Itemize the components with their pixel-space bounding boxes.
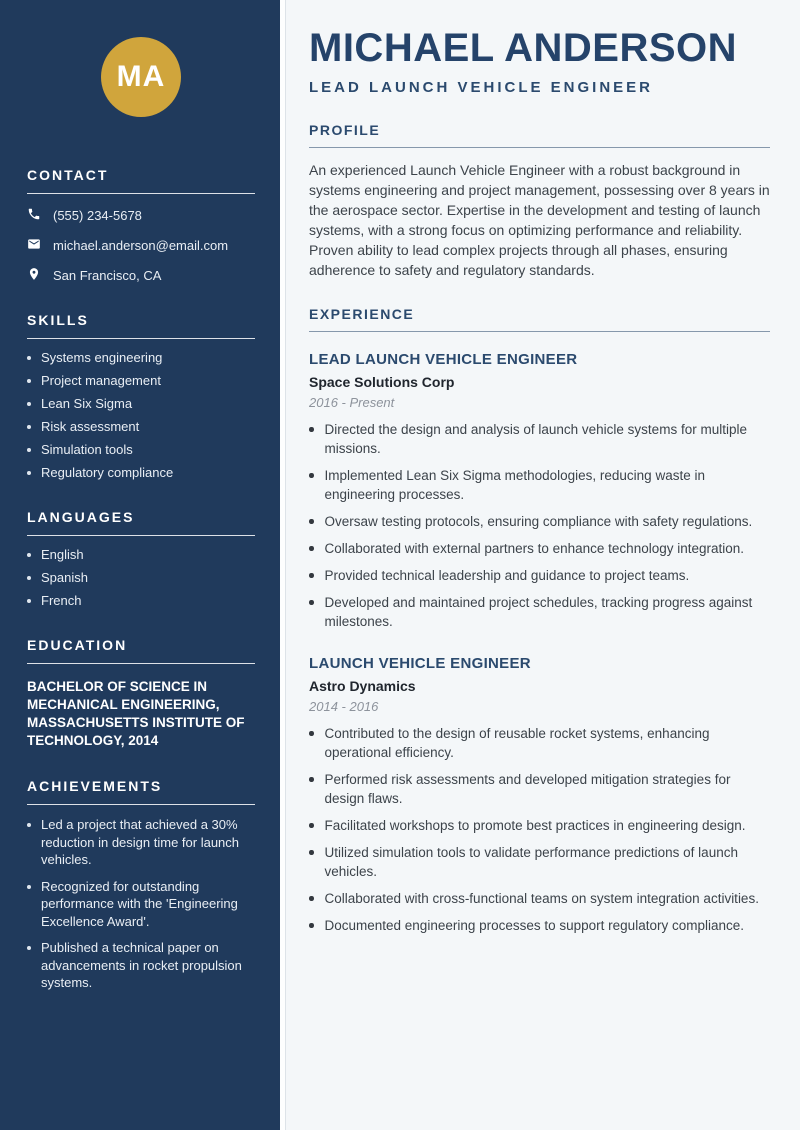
education-section: [27, 637, 255, 750]
phone-icon: [27, 207, 41, 224]
list-item: [27, 442, 255, 458]
contact-list: [27, 207, 255, 284]
bullet-dot: [27, 425, 31, 429]
person-headline: LEAD LAUNCH VEHICLE ENGINEER: [309, 79, 654, 96]
bullet-dot: [309, 519, 314, 524]
job-title: LAUNCH VEHICLE ENGINEER: [309, 655, 531, 672]
list-item: [27, 350, 255, 366]
bullet-dot: [309, 546, 314, 551]
contact-heading: CONTACT: [27, 167, 255, 194]
bullet-dot: [27, 885, 31, 889]
experience-heading: EXPERIENCE: [309, 306, 770, 332]
contact-row-location: [27, 267, 255, 284]
bullet-dot: [27, 471, 31, 475]
skills-section: [27, 312, 255, 481]
bullet-dot: [309, 600, 314, 605]
skill-label: Regulatory compliance: [41, 465, 174, 480]
list-item: [27, 593, 255, 609]
list-item: [27, 816, 255, 869]
list-item: [309, 843, 770, 881]
job-dates: 2014 - 2016: [309, 699, 379, 714]
skill-label: Lean Six Sigma: [41, 396, 133, 411]
job-dates: 2016 - Present: [309, 395, 395, 410]
contact-row-email: [27, 237, 255, 254]
bullet-dot: [309, 473, 314, 478]
bullet-dot: [309, 731, 314, 736]
bullet-text: Documented engineering processes to support regulatory compliance.: [324, 918, 744, 933]
person-name: MICHAEL ANDERSON: [309, 26, 738, 70]
achievement-text: Recognized for outstanding performance with the 'Engineering Excellence Award'.: [41, 878, 238, 929]
bullet-dot: [27, 576, 31, 580]
avatar-initials: MA: [116, 60, 166, 93]
bullet-text: Collaborated with external partners to enhance technology integration.: [324, 541, 745, 556]
languages-list: [27, 547, 255, 609]
job-entry: [309, 351, 770, 631]
achievements-section: [27, 778, 255, 992]
sidebar: [0, 0, 280, 1130]
skill-label: Risk assessment: [41, 419, 140, 434]
bullet-text: Provided technical leadership and guidance to project teams.: [324, 568, 690, 583]
bullet-dot: [309, 777, 314, 782]
bullet-dot: [27, 356, 31, 360]
list-item: [309, 916, 770, 935]
list-item: [309, 420, 770, 458]
list-item: [309, 889, 770, 908]
contact-section: [27, 167, 255, 284]
phone-number: (555) 234-5678: [53, 208, 142, 223]
bullet-text: Directed the design and analysis of launch vehicle systems for multiple missions.: [324, 422, 747, 456]
list-item: [27, 570, 255, 586]
job-bullets: [309, 420, 770, 631]
bullet-text: Developed and maintained project schedules, tracking progress against milestones.: [324, 595, 753, 629]
job-entry: [309, 655, 770, 935]
list-item: [309, 816, 770, 835]
list-item: [309, 512, 770, 531]
list-item: [27, 465, 255, 481]
list-item: [309, 593, 770, 631]
bullet-dot: [309, 823, 314, 828]
list-item: [27, 373, 255, 389]
achievements-list: [27, 816, 255, 992]
bullet-text: Facilitated workshops to promote best practices in engineering design.: [324, 818, 746, 833]
bullet-text: Collaborated with cross-functional teams on system integration activities.: [324, 891, 759, 906]
email-icon: [27, 237, 41, 254]
bullet-dot: [309, 850, 314, 855]
bullet-text: Contributed to the design of reusable rocket systems, enhancing operational efficiency.: [324, 726, 710, 760]
language-label: English: [41, 547, 84, 562]
skills-heading: SKILLS: [27, 312, 255, 339]
list-item: [27, 396, 255, 412]
list-item: [309, 566, 770, 585]
bullet-text: Utilized simulation tools to validate performance predictions of launch vehicles.: [324, 845, 738, 879]
language-label: French: [41, 593, 82, 608]
education-heading: EDUCATION: [27, 637, 255, 664]
bullet-dot: [27, 448, 31, 452]
bullet-dot: [309, 427, 314, 432]
bullet-dot: [27, 599, 31, 603]
language-label: Spanish: [41, 570, 88, 585]
languages-heading: LANGUAGES: [27, 509, 255, 536]
job-company: Space Solutions Corp: [309, 374, 455, 390]
job-company: Astro Dynamics: [309, 678, 416, 694]
experience-section: [309, 306, 770, 935]
list-item: [27, 547, 255, 563]
job-bullets: [309, 724, 770, 935]
profile-section: [309, 122, 770, 280]
skill-label: Systems engineering: [41, 350, 163, 365]
bullet-text: Performed risk assessments and developed mitigation strategies for design flaws.: [324, 772, 731, 806]
list-item: [27, 939, 255, 992]
skill-label: Project management: [41, 373, 161, 388]
profile-heading: PROFILE: [309, 122, 770, 148]
list-item: [309, 466, 770, 504]
list-item: [27, 419, 255, 435]
list-item: [309, 770, 770, 808]
list-item: [27, 878, 255, 931]
skill-label: Simulation tools: [41, 442, 133, 457]
achievement-text: Led a project that achieved a 30% reduction in design time for launch vehicles.: [41, 817, 240, 867]
main-content: [286, 0, 800, 1130]
list-item: [309, 724, 770, 762]
bullet-dot: [309, 923, 314, 928]
bullet-dot: [27, 402, 31, 406]
bullet-dot: [27, 946, 31, 950]
bullet-dot: [27, 823, 31, 827]
email-address: michael.anderson@email.com: [53, 238, 229, 253]
education-degree: BACHELOR OF SCIENCE IN MECHANICAL ENGINEERING, MASSACHUSETTS INSTITUTE OF TECHNOLOGY, 2014: [27, 679, 245, 748]
bullet-dot: [309, 573, 314, 578]
list-item: [309, 539, 770, 558]
profile-text: An experienced Launch Vehicle Engineer with a robust background in systems engineering and project management, possessing over 8 years in the aerospace sector. Expertise in the development and testing of launch systems, with a strong focus on optimizing performance and reliability. Proven ability to lead complex projects through all phases, ensuring adherence to safety and regulatory standards.: [309, 162, 770, 278]
languages-section: [27, 509, 255, 609]
contact-row-phone: [27, 207, 255, 224]
avatar: [101, 37, 181, 117]
achievements-heading: ACHIEVEMENTS: [27, 778, 255, 805]
achievement-text: Published a technical paper on advancements in rocket propulsion systems.: [41, 940, 242, 990]
bullet-dot: [27, 379, 31, 383]
skills-list: [27, 350, 255, 481]
bullet-text: Implemented Lean Six Sigma methodologies, reducing waste in engineering processes.: [324, 468, 705, 502]
bullet-dot: [309, 896, 314, 901]
location-text: San Francisco, CA: [53, 268, 162, 283]
location-icon: [27, 267, 41, 284]
bullet-dot: [27, 553, 31, 557]
job-title: LEAD LAUNCH VEHICLE ENGINEER: [309, 351, 578, 368]
bullet-text: Oversaw testing protocols, ensuring compliance with safety regulations.: [324, 514, 753, 529]
